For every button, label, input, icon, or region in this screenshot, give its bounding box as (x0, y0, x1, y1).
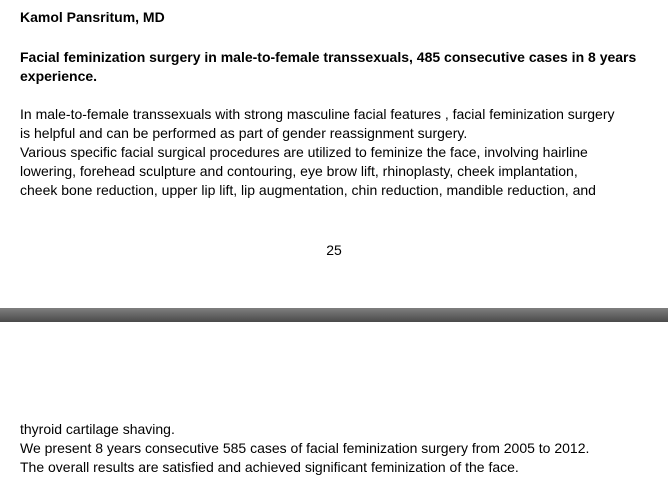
abstract-title: Facial feminization surgery in male-to-female transsexuals, 485 consecutive cases in 8 years experience. (20, 49, 637, 84)
page-number: 25 (326, 242, 342, 258)
body-line: thyroid cartilage shaving. (20, 421, 175, 437)
page-bottom (0, 322, 668, 491)
page-separator (0, 308, 668, 322)
body-line: The overall results are satisfied and achieved significant feminization of the face. (20, 459, 519, 475)
body-line: cheek bone reduction, upper lip lift, lip augmentation, chin reduction, mandible reduction, and (20, 182, 596, 198)
body-line: We present 8 years consecutive 585 cases of facial feminization surgery from 2005 to 2012. (20, 440, 590, 456)
body-line: lowering, forehead sculpture and contouring, eye brow lift, rhinoplasty, cheek implantation, (20, 163, 578, 179)
body-line: is helpful and can be performed as part of gender reassignment surgery. (20, 125, 468, 141)
body-line: In male-to-female transsexuals with strong masculine facial features , facial feminization surgery (20, 106, 615, 122)
body-line: Various specific facial surgical procedures are utilized to feminize the face, involving hairline (20, 144, 588, 160)
author-name: Kamol Pansritum, MD (20, 9, 165, 25)
